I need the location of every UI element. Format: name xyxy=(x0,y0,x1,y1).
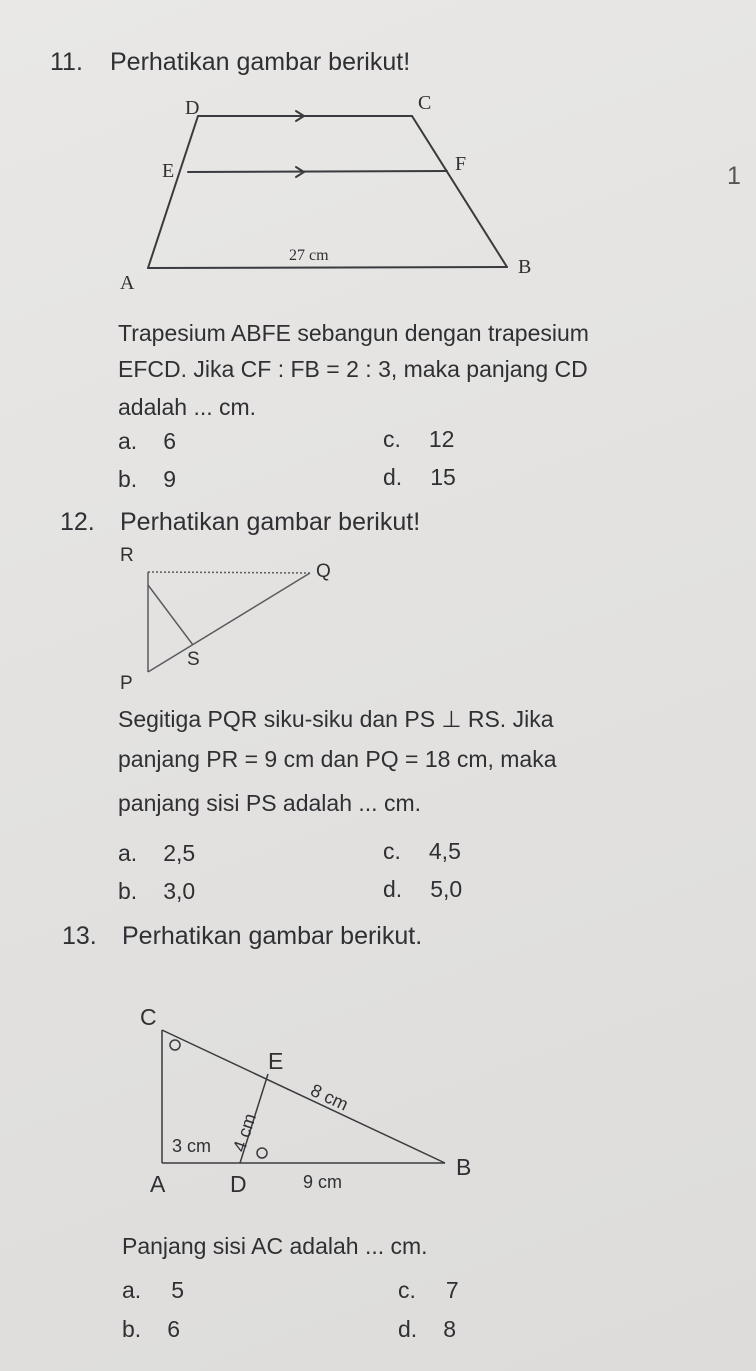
option-value: 12 xyxy=(428,426,455,452)
label-d: D xyxy=(230,1171,247,1197)
option-value: 4,5 xyxy=(428,838,461,864)
q12-text-line2: panjang PR = 9 cm dan PQ = 18 cm, maka xyxy=(118,746,557,772)
length-ce: 8 cm xyxy=(307,1080,352,1115)
label-c: C xyxy=(140,1004,157,1030)
option-letter: b. xyxy=(122,1316,142,1342)
length-de: 4 cm xyxy=(229,1110,261,1155)
option-letter: d. xyxy=(398,1316,418,1342)
option-value: 6 xyxy=(163,428,176,454)
q13-option-b[interactable] xyxy=(122,1316,180,1343)
q13-number: 13. xyxy=(62,922,97,950)
option-letter: d. xyxy=(383,464,403,490)
option-letter: a. xyxy=(122,1277,142,1303)
label-d: D xyxy=(185,97,200,119)
q11-text-line2: EFCD. Jika CF : FB = 2 : 3, maka panjang CD xyxy=(118,356,588,382)
label-f: F xyxy=(455,153,467,175)
right-angle-mark-c xyxy=(170,1040,180,1050)
right-angle-mark-e xyxy=(257,1148,267,1158)
option-value: 8 xyxy=(443,1316,456,1342)
q13-text-line1: Panjang sisi AC adalah ... cm. xyxy=(122,1233,428,1259)
label-b: B xyxy=(518,256,532,278)
label-q: Q xyxy=(316,561,331,582)
label-e: E xyxy=(268,1048,284,1074)
option-letter: c. xyxy=(398,1277,416,1303)
option-value: 3,0 xyxy=(163,878,196,904)
q12-prompt: Perhatikan gambar berikut! xyxy=(120,508,421,536)
option-value: 15 xyxy=(430,464,456,490)
option-value: 9 xyxy=(163,466,176,492)
q13-option-c[interactable] xyxy=(398,1277,459,1304)
side-mark: 1 xyxy=(727,162,741,190)
option-letter: c. xyxy=(383,838,401,864)
q11-number: 11. xyxy=(50,48,83,76)
option-value: 6 xyxy=(167,1316,180,1342)
q11-prompt: Perhatikan gambar berikut! xyxy=(110,48,411,76)
label-s: S xyxy=(187,649,200,670)
q13-option-d[interactable] xyxy=(398,1316,456,1343)
option-value: 7 xyxy=(445,1277,459,1303)
q13-option-a[interactable] xyxy=(122,1277,184,1304)
label-e: E xyxy=(162,160,175,182)
label-p: P xyxy=(120,673,133,694)
label-r: R xyxy=(120,545,134,566)
option-letter: b. xyxy=(118,878,138,904)
q12-text-line1: Segitiga PQR siku-siku dan PS ⊥ RS. Jika xyxy=(118,706,554,732)
length-ad: 3 cm xyxy=(172,1136,212,1156)
label-a: A xyxy=(150,1171,166,1197)
option-value: 5,0 xyxy=(430,876,463,902)
q11-text-line1: Trapesium ABFE sebangun dengan trapesium xyxy=(118,320,589,346)
option-letter: c. xyxy=(383,426,401,452)
option-value: 5 xyxy=(171,1277,184,1303)
q11-text-line3: adalah ... cm. xyxy=(118,394,257,420)
label-b: B xyxy=(456,1154,472,1180)
option-value: 2,5 xyxy=(163,840,196,866)
label-a: A xyxy=(120,272,135,294)
q13-prompt: Perhatikan gambar berikut. xyxy=(122,922,423,950)
option-letter: d. xyxy=(383,876,403,902)
q12-text-line3: panjang sisi PS adalah ... cm. xyxy=(118,790,421,816)
q12-number: 12. xyxy=(60,508,95,536)
label-length-ab: 27 cm xyxy=(289,247,329,264)
option-letter: a. xyxy=(118,840,138,866)
option-letter: b. xyxy=(118,466,138,492)
option-letter: a. xyxy=(118,428,138,454)
label-c: C xyxy=(418,92,432,114)
length-db: 9 cm xyxy=(303,1172,343,1192)
